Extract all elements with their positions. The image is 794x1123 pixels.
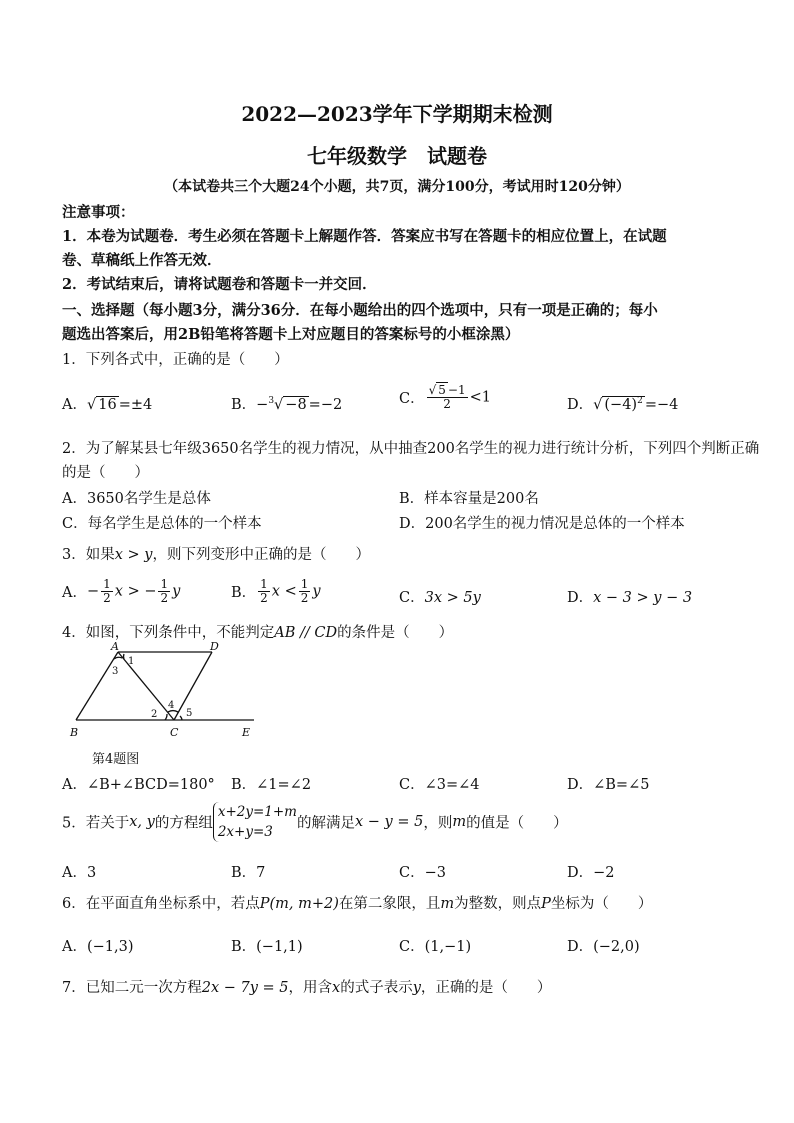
q2-stem-line1: 2．为了解某县七年级3650名学生的视力情况，从中抽查200名学生的视力进行统计分析，下列四个判断正确 <box>62 441 760 457</box>
q1-d-inner: (−4) <box>604 397 638 413</box>
q5-eq1: x+2y=1+m <box>217 804 297 820</box>
notice-item1-line2: 卷、草稿纸上作答无效． <box>62 252 222 269</box>
q3-option-c <box>399 586 481 607</box>
q2-option-b: B．样本容量是200名 <box>399 491 539 507</box>
notice-item1-line1: 1．本卷为试题卷．考生必须在答题卡上解题作答．答案应书写在答题卡的相应位置上，在试题 <box>62 228 667 245</box>
q1-b-rest: =−2 <box>308 397 343 413</box>
fig-angle-3: 3 <box>112 666 119 677</box>
q5-option-d: D．−2 <box>567 865 615 881</box>
sqrt-sign: √ <box>593 397 603 413</box>
q4-figure-caption: 第4题图 <box>92 752 140 767</box>
q5-equation-system <box>213 802 297 842</box>
q3-b-end: y <box>312 583 321 600</box>
q7-stem-mid2: 的式子表示 <box>340 980 413 996</box>
q3-c-math: 3x > 5y <box>424 590 481 606</box>
exam-title: 2022—2023学年下学期期末检测 <box>241 102 553 126</box>
q3-d-math: x − 3 > y − 3 <box>593 590 693 606</box>
q3-a-label: A． <box>62 585 87 601</box>
q4-option-b: B．∠1=∠2 <box>231 777 312 793</box>
q1-option-c <box>399 384 491 411</box>
q5-stem-pre: 5．若关于 <box>62 815 130 832</box>
q3-d-label: D． <box>567 590 594 606</box>
q3-a-minus: − <box>86 583 100 600</box>
q1-a-label: A． <box>62 397 87 413</box>
q6-stem-post: 坐标为（ ） <box>550 896 653 912</box>
q2-stem-line2: 的是（ ） <box>62 465 149 481</box>
fig-angle-4: 4 <box>168 700 175 711</box>
q3-a-den2: 2 <box>160 591 169 605</box>
q1-b-minus: − <box>256 397 269 413</box>
q6-var-m: m <box>440 896 455 912</box>
q3-stem-post: ，则下列变形中正确的是（ ） <box>152 547 370 563</box>
exam-subtitle: 七年级数学 试题卷 <box>307 144 487 168</box>
q5-stem-mid2: 的解满足 <box>296 815 355 832</box>
sqrt-sign: √ <box>428 383 437 397</box>
q1-c-label: C． <box>399 391 425 407</box>
notice-heading: 注意事项： <box>62 204 135 221</box>
q1-d-radicand <box>602 396 644 413</box>
q1-c-rest: <1 <box>469 389 491 406</box>
q1-c-num-rest: −1 <box>447 383 466 397</box>
q3-b-num1: 1 <box>260 577 268 591</box>
q3-a-num2: 1 <box>160 577 169 591</box>
q2-option-c: C．每名学生是总体的一个样本 <box>62 516 262 532</box>
q5-stem-vars: x, y <box>129 814 155 830</box>
q3-stem-math: x > y <box>114 547 153 563</box>
q1-stem: 1．下列各式中，正确的是（ ） <box>62 352 289 368</box>
q1-b-label: B． <box>231 397 257 413</box>
q5-stem <box>62 802 568 842</box>
fig-line-cd <box>174 652 212 720</box>
q1-c-radicand: 5 <box>438 383 446 397</box>
q3-a-frac1 <box>101 578 113 605</box>
q3-stem <box>62 543 370 564</box>
q1-b-radicand: −8 <box>285 397 307 413</box>
fig-label-e: E <box>242 726 251 739</box>
q4-figure <box>62 642 272 742</box>
q3-option-b <box>231 578 321 605</box>
q4-stem-math: AB // CD <box>274 625 338 641</box>
section1-line2: 题选出答案后，用2B铅笔将答题卡上对应题目的答案标号的小框涂黑） <box>62 326 520 343</box>
q6-stem <box>62 892 652 913</box>
q1-a-radicand: 16 <box>98 397 117 413</box>
q1-option-a <box>62 393 152 414</box>
fig-arc-3 <box>114 657 122 659</box>
fig-angle-1: 1 <box>128 656 135 667</box>
q3-a-frac2 <box>158 578 170 605</box>
q5-stem-post: 的值是（ ） <box>466 815 568 832</box>
q5-option-b: B．7 <box>231 865 266 881</box>
q6-option-b: B．(−1,1) <box>231 939 303 955</box>
q7-var-x: x <box>332 980 341 996</box>
notice-item2: 2．考试结束后，请将试题卷和答题卡一并交回． <box>62 276 377 293</box>
q5-stem-mid: 的方程组 <box>154 815 213 832</box>
q3-b-den1: 2 <box>260 591 268 605</box>
q4-stem-post: 的条件是（ ） <box>337 625 454 641</box>
q4-option-a: A．∠B+∠BCD=180° <box>62 777 215 793</box>
q7-stem-mid: ，用含 <box>288 980 333 996</box>
fig-arc-2 <box>165 714 167 720</box>
q3-b-frac2 <box>299 578 311 605</box>
q1-option-d <box>567 393 678 414</box>
q1-b-index: 3 <box>268 396 275 407</box>
q6-option-d: D．(−2,0) <box>567 939 640 955</box>
q2-option-a: A．3650名学生是总体 <box>62 491 211 507</box>
q5-condition: x − y = 5 <box>354 814 424 830</box>
q6-stem-pre: 6．在平面直角坐标系中，若点 <box>62 896 260 912</box>
q3-option-d <box>567 586 692 607</box>
q3-c-label: C． <box>399 590 425 606</box>
q4-stem <box>62 621 453 642</box>
q3-stem-pre: 3．如果 <box>62 547 115 563</box>
q1-d-label: D． <box>567 397 594 413</box>
fig-label-c: C <box>170 726 179 739</box>
q1-d-rest: =−4 <box>644 397 679 413</box>
fig-label-b: B <box>70 726 79 739</box>
q7-var-y: y <box>412 980 421 996</box>
q3-a-num1: 1 <box>103 577 111 591</box>
q6-var-p: P <box>541 896 551 912</box>
q6-point: P(m, m+2) <box>259 896 339 912</box>
q5-option-a: A．3 <box>62 865 97 881</box>
q7-stem-post: ，正确的是（ ） <box>420 980 552 996</box>
exam-note: （本试卷共三个大题24个小题，共7页，满分100分，考试用时120分钟） <box>164 179 630 195</box>
q7-stem <box>62 976 551 997</box>
q6-option-a: A．(−1,3) <box>62 939 134 955</box>
section1-line1: 一、选择题（每小题3分，满分36分．在每小题给出的四个选项中，只有一项是正确的；每小 <box>62 302 658 319</box>
q7-equation: 2x − 7y = 5 <box>201 980 289 996</box>
q3-option-a <box>62 578 180 605</box>
q4-stem-pre: 4．如图，下列条件中，不能判定 <box>62 625 275 641</box>
q6-stem-mid: 在第二象限，且 <box>338 896 441 912</box>
q1-a-rest: =±4 <box>118 397 153 413</box>
fig-angle-2: 2 <box>151 709 158 720</box>
q5-stem-mid3: ，则 <box>423 815 453 832</box>
q6-stem-mid2: 为整数，则点 <box>454 896 542 912</box>
sqrt-sign: √ <box>86 397 97 413</box>
q7-stem-pre: 7．已知二元一次方程 <box>62 980 202 996</box>
q3-a-den1: 2 <box>103 591 111 605</box>
fig-label-a: A <box>111 642 119 653</box>
q6-option-c: C．(1,−1) <box>399 939 472 955</box>
q4-option-d: D．∠B=∠5 <box>567 777 650 793</box>
q1-d-exp: 2 <box>637 396 643 407</box>
q3-b-mid: x < <box>271 583 297 600</box>
q1-c-fraction <box>427 384 468 411</box>
fig-line-ab <box>76 652 118 720</box>
q3-b-label: B． <box>231 585 257 601</box>
q5-var-m: m <box>452 814 467 830</box>
q4-option-c: C．∠3=∠4 <box>399 777 480 793</box>
q3-a-end: y <box>172 583 181 600</box>
sqrt-sign: √ <box>274 397 284 413</box>
fig-line-ac <box>118 652 174 720</box>
q3-a-mid: x > − <box>114 583 157 600</box>
q5-option-c: C．−3 <box>399 865 446 881</box>
q3-b-num2: 1 <box>300 577 309 591</box>
q2-option-d: D．200名学生的视力情况是总体的一个样本 <box>399 516 685 532</box>
q1-c-den: 2 <box>443 397 451 411</box>
fig-angle-5: 5 <box>186 708 193 719</box>
q3-b-den2: 2 <box>300 591 309 605</box>
q5-eq2: 2x+y=3 <box>217 824 273 840</box>
fig-label-d: D <box>210 642 219 653</box>
q1-option-b <box>231 393 342 414</box>
q3-b-frac1 <box>258 578 270 605</box>
